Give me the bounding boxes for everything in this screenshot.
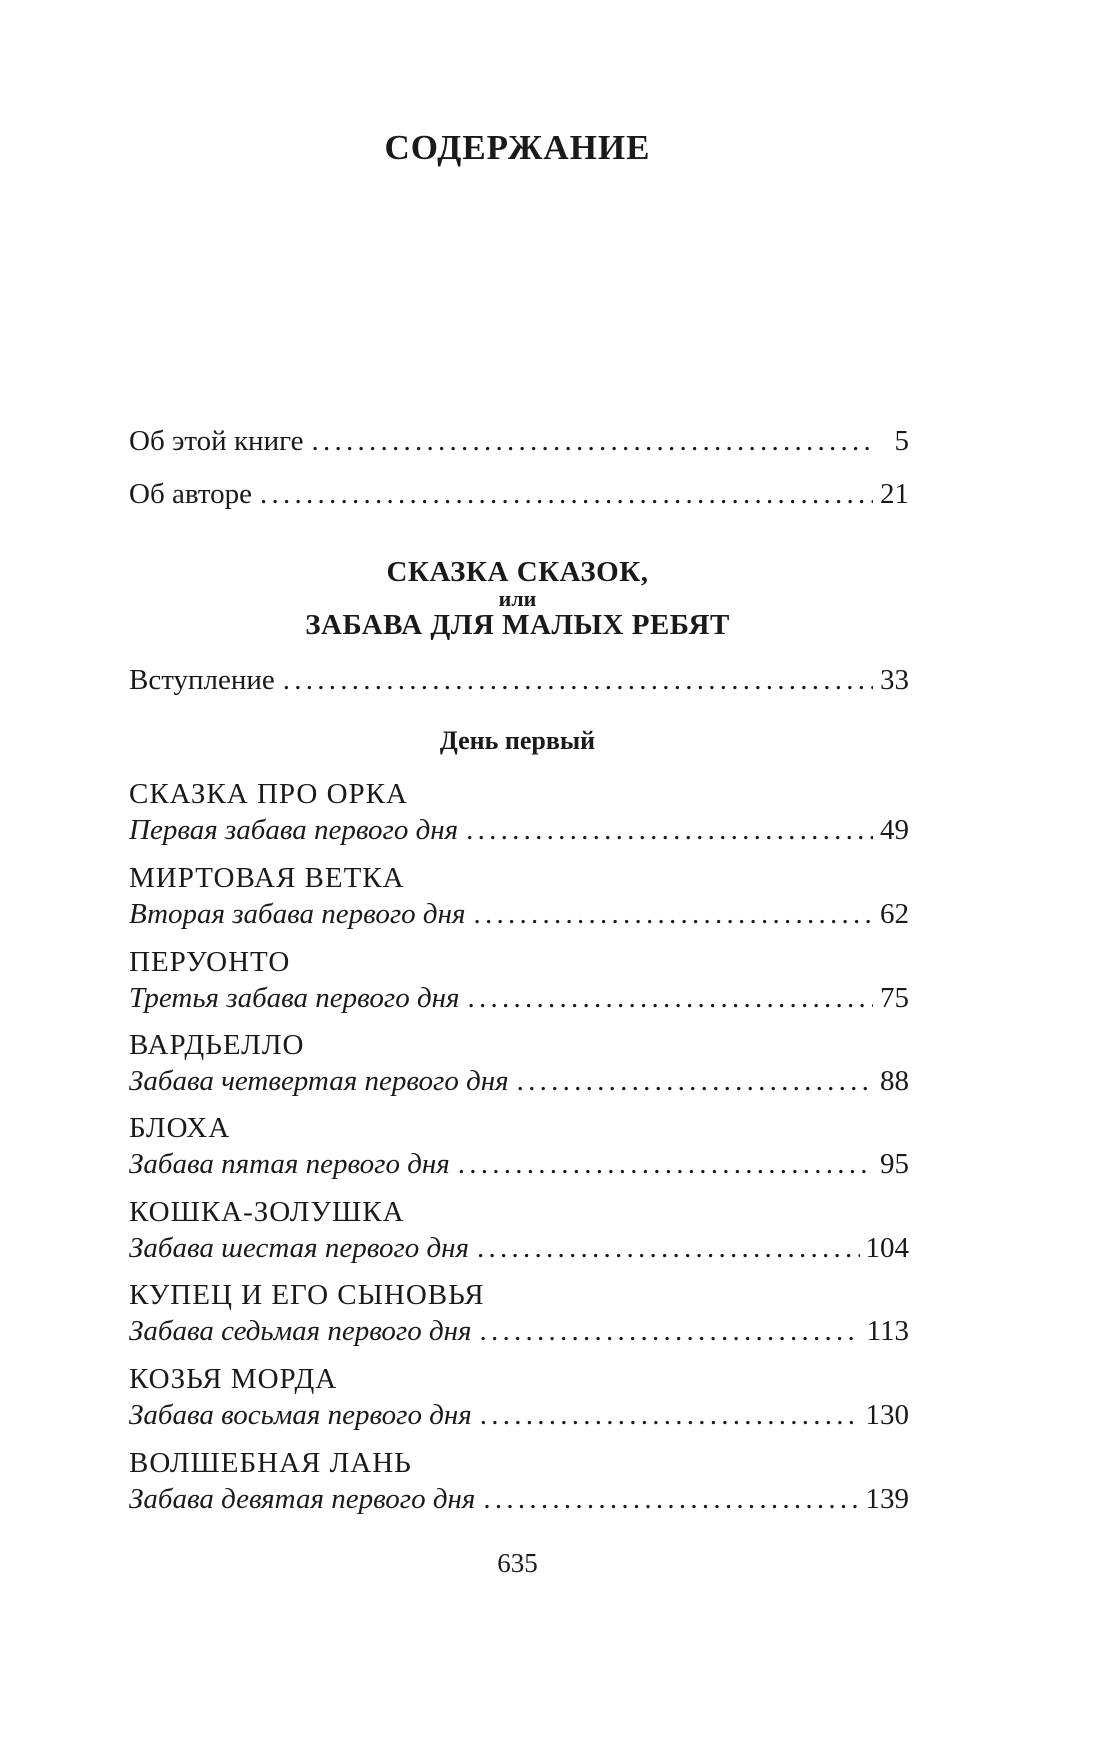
toc-page-number: 130 — [865, 1399, 909, 1431]
story-title: МИРТОВАЯ ВЕТКА — [129, 862, 405, 894]
section-heading-connector: или — [498, 586, 537, 611]
dot-leader — [473, 897, 873, 931]
toc-entry-story[interactable] — [129, 897, 909, 931]
toc-page-number: 139 — [865, 1483, 909, 1515]
section-heading — [0, 556, 1035, 642]
toc-page-number: 49 — [880, 814, 909, 846]
toc-entry-label: Вступление — [129, 664, 275, 696]
toc-entry-intro[interactable] — [129, 663, 909, 697]
dot-leader — [260, 477, 873, 511]
toc-entry-story[interactable] — [129, 1314, 909, 1348]
toc-page-number: 33 — [880, 664, 909, 696]
story-title: КОШКА-ЗОЛУШКА — [129, 1196, 405, 1228]
page-title: СОДЕРЖАНИЕ — [384, 128, 651, 167]
toc-entry-label: Забава седьмая первого дня — [129, 1315, 472, 1347]
toc-entry-story[interactable] — [129, 1231, 909, 1265]
toc-entry-story[interactable] — [129, 1398, 909, 1432]
dot-leader — [466, 813, 873, 847]
toc-entry-about-book[interactable] — [129, 424, 909, 458]
toc-entry-label: Об этой книге — [129, 425, 304, 457]
story-title: ВОЛШЕБНАЯ ЛАНЬ — [129, 1447, 412, 1479]
story-title: КУПЕЦ И ЕГО СЫНОВЬЯ — [129, 1279, 485, 1311]
toc-entry-about-author[interactable] — [129, 477, 909, 511]
dot-leader — [283, 663, 873, 697]
toc-page-number: 88 — [880, 1065, 909, 1097]
story-title: ВАРДЬЕЛЛО — [129, 1029, 305, 1061]
story-title: БЛОХА — [129, 1112, 231, 1144]
day-heading: День первый — [439, 726, 596, 755]
story-title: КОЗЬЯ МОРДА — [129, 1363, 338, 1395]
dot-leader — [477, 1231, 859, 1265]
dot-leader — [517, 1064, 873, 1098]
dot-leader — [480, 1314, 861, 1348]
toc-entry-label: Забава девятая первого дня — [129, 1483, 476, 1515]
toc-entry-label: Забава восьмая первого дня — [129, 1399, 472, 1431]
dot-leader — [480, 1398, 860, 1432]
page-number-footer: 635 — [497, 1548, 538, 1578]
toc-entry-label: Забава пятая первого дня — [129, 1148, 450, 1180]
toc-entry-label: Об авторе — [129, 478, 252, 510]
toc-page-number: 104 — [865, 1232, 909, 1264]
toc-entry-story[interactable] — [129, 1482, 909, 1516]
toc-page-number: 75 — [880, 982, 909, 1014]
story-title: СКАЗКА ПРО ОРКА — [129, 778, 408, 810]
toc-entry-story[interactable] — [129, 1064, 909, 1098]
dot-leader — [467, 981, 873, 1015]
toc-entry-story[interactable] — [129, 1147, 909, 1181]
toc-entry-label: Забава шестая первого дня — [129, 1232, 470, 1264]
section-heading-line: ЗАБАВА ДЛЯ МАЛЫХ РЕБЯТ — [305, 609, 730, 641]
story-title: ПЕРУОНТО — [129, 946, 291, 978]
toc-entry-label: Забава четвертая первого дня — [129, 1065, 509, 1097]
toc-entry-story[interactable] — [129, 981, 909, 1015]
toc-entry-label: Третья забава первого дня — [129, 982, 460, 1014]
toc-page-number: 113 — [866, 1315, 909, 1347]
toc-page-number: 21 — [880, 478, 909, 510]
section-heading-line: СКАЗКА СКАЗОК, — [386, 556, 649, 588]
dot-leader — [483, 1482, 859, 1516]
toc-page-number: 95 — [880, 1148, 909, 1180]
toc-entry-label: Первая забава первого дня — [129, 814, 459, 846]
toc-entry-story[interactable] — [129, 813, 909, 847]
toc-page-number: 62 — [880, 898, 909, 930]
dot-leader — [458, 1147, 873, 1181]
toc-page-number: 5 — [894, 425, 909, 457]
toc-entry-label: Вторая забава первого дня — [129, 898, 466, 930]
dot-leader — [311, 424, 873, 458]
